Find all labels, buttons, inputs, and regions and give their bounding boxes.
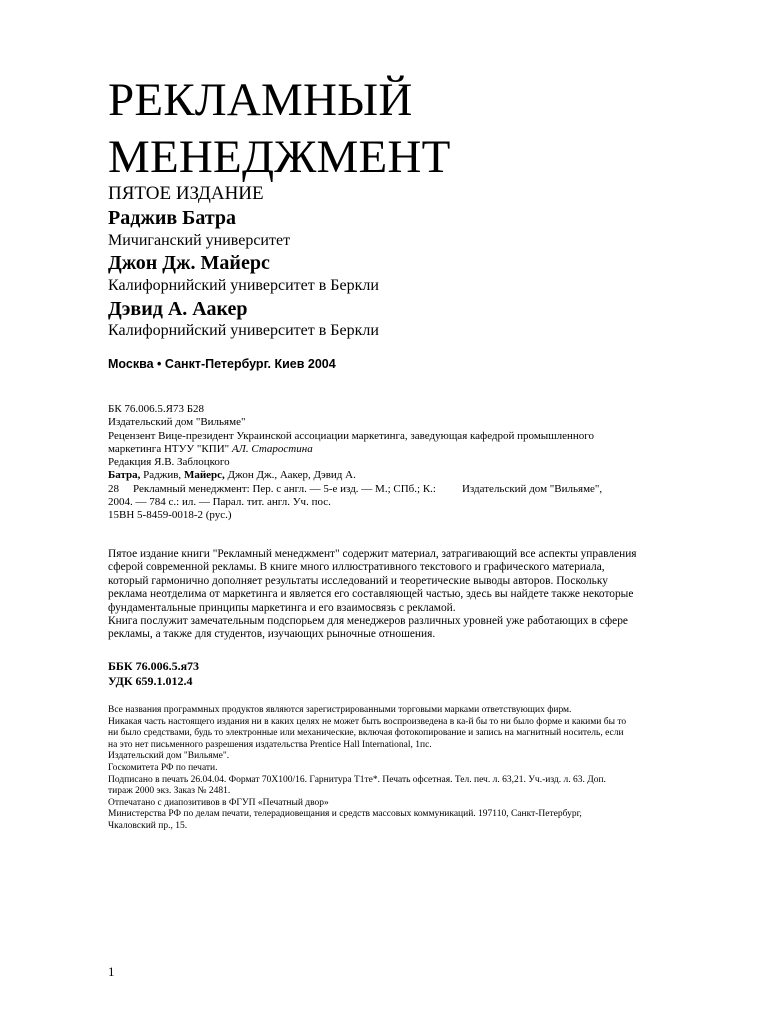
biblio-text: Издательский дом "Вильяме", [461,482,603,495]
biblio-line: Рецензент Вице-президент Украинской ассоциации маркетинга, заведующая кафедрой промышленного [108,429,595,442]
legal-line: Отпечатано с диапозитивов в ФГУП «Печатный двор» [108,797,329,808]
biblio-text: Джон Дж., Аакер, Дэвид А. [224,469,356,482]
biblio-line [108,483,708,496]
legal-line: Все названия программных продуктов являются зарегистрированными торговыми марками ответствующих фирм. [108,705,572,715]
abstract-line: Пятое издание книги "Рекламный менеджмент" содержит материал, затрагивающий все аспекты управления [108,548,637,560]
legal-imprint [108,705,708,833]
biblio-line: 15ВН 5-8459-0018-2 (рус.) [108,509,232,522]
book-abstract [108,548,708,642]
author-affiliation-1: Мичиганский университет [108,232,291,249]
abstract-line: который гармонично дополняет результаты исследований и теоретические выводы авторов. Поскольку [108,574,608,587]
legal-line: на это нет письменного разрешения издательства Prentice Hall International, 1пс. [108,739,432,750]
abstract-line: фундаментальные принципы маркетинга и его взаимосвязь с рекламой. [108,601,456,614]
publication-place-year: Москва • Санкт-Петербург. Киев 2004 [108,357,336,371]
legal-line: тираж 2000 экз. Заказ № 2481. [108,786,231,797]
author-surname: Майерс, [183,469,225,482]
abstract-line: реклама неотделима от маркетинга и является его составляющей частью, здесь вы найдете также некоторые [108,588,634,601]
abstract-line: Книга послужит замечательным подспорьем для менеджеров различных уровней уже работающих в сфере [108,615,628,628]
abstract-line: сферой современной рекламы. В книге много иллюстративного текстового и графического материала, [108,561,605,574]
biblio-text: Рекламный менеджмент: Пер. с англ. — 5-е изд. — М.; СПб.; К.: [133,482,436,495]
author-name-1: Раджив Батра [108,207,237,229]
biblio-text: маркетинга НТУУ "КПИ" [108,442,232,455]
author-surname: Батра, [108,469,141,482]
udk-code: УДК 659.1.012.4 [108,674,193,688]
biblio-index: 28 [108,482,119,495]
biblio-text: Раджив, [140,469,184,482]
biblio-line [108,469,708,482]
legal-line: Подписано в печать 26.04.04. Формат 70Х100/16. Гарнитура Т1те*. Печать офсетная. Тел. печ. л. 63,21. Уч.-изд. л. 63. Доп. [108,774,606,785]
legal-line: Никакая часть настоящего издания ни в каких целях не может быть воспроизведена в ка-й бы то ни было форме и какими бы то [108,716,627,727]
author-affiliation-3: Калифорнийский университет в Беркли [108,322,379,339]
biblio-line: Издательский дом "Вильяме" [108,416,246,429]
author-name-3: Дэвид А. Аакер [108,298,248,320]
legal-line: Издательский дом "Вильяме". [108,751,230,762]
abstract-line: рекламы, а также для студентов, изучающих рыночные отношения. [108,628,436,641]
legal-line: ни было средствами, будь то электронные или механические, включая фотокопирование и запись на магнитный носитель, если [108,728,624,739]
page-number: 1 [108,964,115,979]
biblio-line: БК 76.006.5.Я73 Б28 [108,403,205,415]
classification-codes [108,659,708,689]
bibliographic-block [108,403,708,523]
legal-line: Чкаловский пр., 15. [108,820,188,831]
author-affiliation-2: Калифорнийский университет в Беркли [108,277,379,294]
book-title-line-2: МЕНЕДЖМЕНТ [108,131,451,183]
biblio-line [108,443,708,456]
biblio-line: 2004. — 784 с.: ил. — Парал. тит. англ. Уч. пос. [108,496,331,509]
book-title-line-1: РЕКЛАМНЫЙ [108,74,413,126]
reviewer-name: АЛ. Старостина [231,442,313,455]
edition-label: ПЯТОЕ ИЗДАНИЕ [108,183,264,204]
legal-line: Министерства РФ по делам печати, телерадиовещания и средств массовых коммуникаций. 197110, Санкт-Петербург, [108,809,582,820]
bbk-code: ББК 76.006.5.я73 [108,659,200,673]
biblio-line: Редакция Я.В. Заблоцкого [108,456,230,469]
author-name-2: Джон Дж. Майерс [108,252,270,274]
legal-line: Госкомитета РФ по печати. [108,762,218,773]
